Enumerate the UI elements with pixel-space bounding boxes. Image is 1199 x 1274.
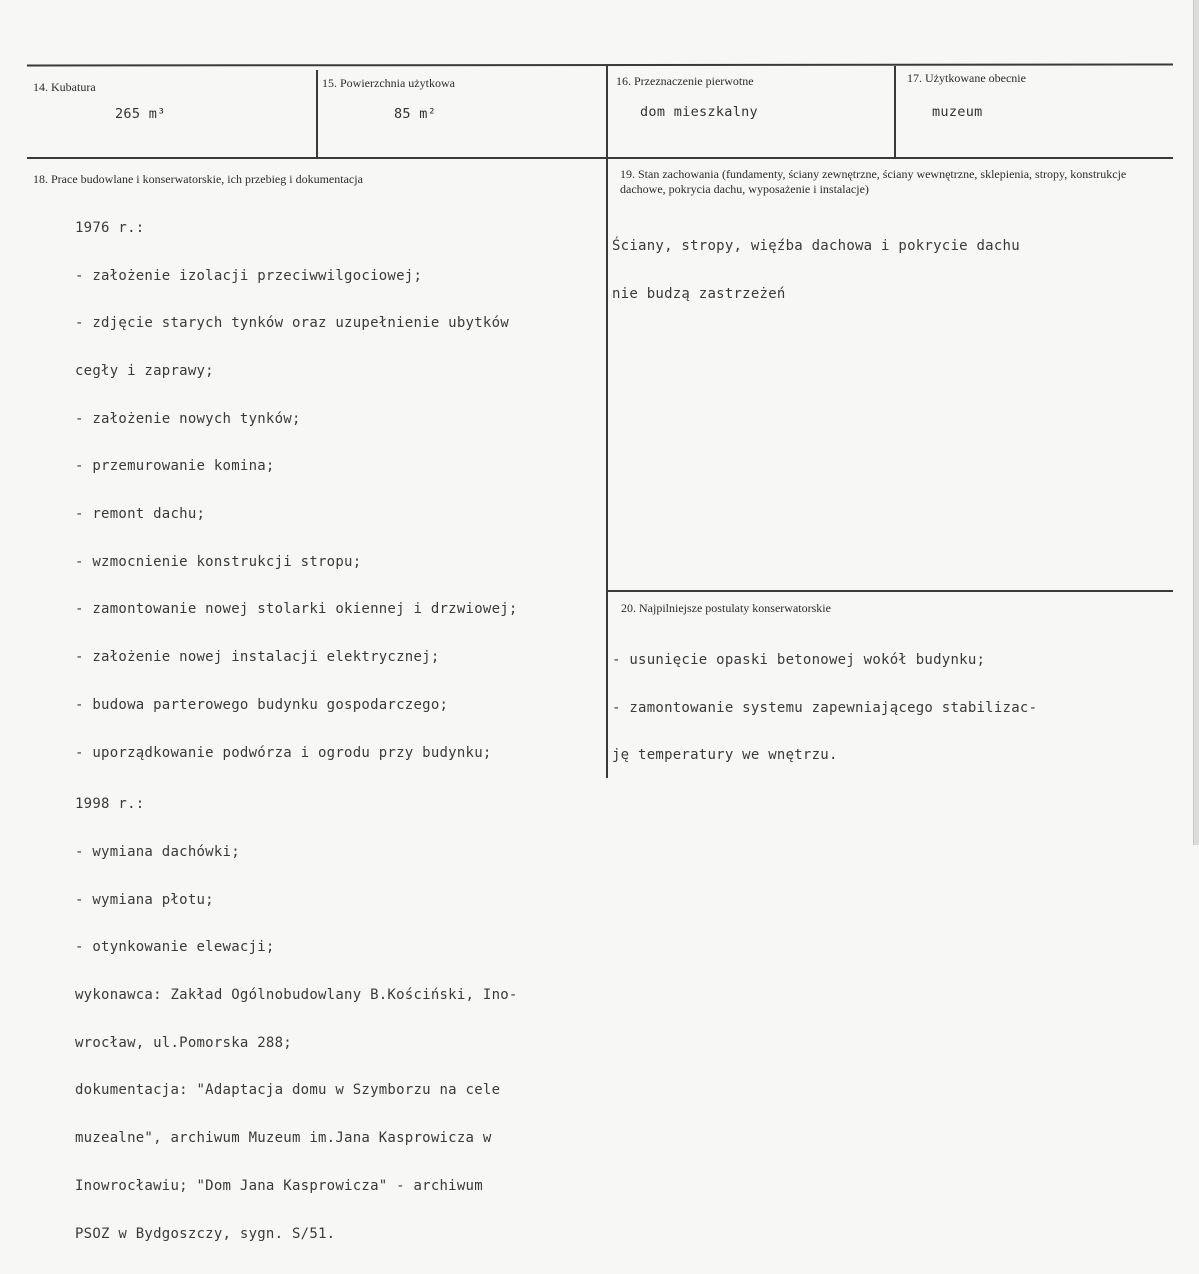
field-18-line: - zdjęcie starych tynków oraz uzupełnienie ubytków xyxy=(75,315,509,332)
field-20-label: 20. Najpilniejsze postulaty konserwatorskie xyxy=(621,601,831,615)
field-18-line: wykonawca: Zakład Ogólnobudowlany B.Kościński, Ino- xyxy=(75,987,518,1004)
field-14-label: 14. Kubatura xyxy=(33,80,96,94)
field-18-line: - wzmocnienie konstrukcji stropu; xyxy=(75,553,362,570)
field-18-line: - otynkowanie elewacji; xyxy=(75,939,275,956)
field-18-line: wrocław, ul.Pomorska 288; xyxy=(75,1034,292,1051)
field-18-line: Inowrocławiu; "Dom Jana Kasprowicza" - archiwum xyxy=(75,1177,483,1194)
field-18-line: - uporządkowanie podwórza i ogrodu przy budynku; xyxy=(75,744,492,761)
field-20-text xyxy=(612,621,1037,796)
field-18-line: - wymiana płotu; xyxy=(75,891,214,908)
divider-16-17 xyxy=(894,66,896,158)
field-18-line: - budowa parterowego budynku gospodarczego; xyxy=(75,696,449,713)
scan-edge xyxy=(1193,0,1199,845)
field-17-value: muzeum xyxy=(932,104,983,120)
main-vertical-divider xyxy=(606,66,608,778)
field-18-line: - założenie izolacji przeciwwilgociowej; xyxy=(75,267,423,284)
field-20-top-line xyxy=(607,590,1173,592)
field-16-value: dom mieszkalny xyxy=(640,104,758,120)
field-18-line: dokumentacja: "Adaptacja domu w Szymborzu na cele xyxy=(75,1082,501,1099)
field-20-line: - usunięcie opaski betonowej wokół budynku; xyxy=(612,651,986,668)
field-18-line: PSOZ w Bydgoszczy, sygn. S/51. xyxy=(75,1225,336,1242)
field-18-line: 1998 r.: xyxy=(75,796,145,813)
field-19-label: 19. Stan zachowania (fundamenty, ściany zewnętrzne, ściany wewnętrzne, sklepienia, stropy, konstrukcje dachowe, pokrycia dachu, wyposażenie i instalacje) xyxy=(620,167,1127,196)
divider-14-15 xyxy=(316,70,318,158)
field-18-line: - założenie nowej instalacji elektrycznej; xyxy=(75,649,440,666)
field-18-line: - remont dachu; xyxy=(75,506,206,523)
field-16-label: 16. Przeznaczenie pierwotne xyxy=(616,74,754,88)
field-19-text xyxy=(612,207,1020,334)
field-19-line: nie budzą zastrzeżeń xyxy=(612,285,786,302)
field-18-line: muzealne", archiwum Muzeum im.Jana Kasprowicza w xyxy=(75,1130,492,1147)
field-14-value: 265 m³ xyxy=(115,106,166,122)
field-18-text xyxy=(75,189,518,1274)
field-18-line: - wymiana dachówki; xyxy=(75,843,240,860)
field-15-value: 85 m² xyxy=(394,106,437,122)
field-18-label: 18. Prace budowlane i konserwatorskie, ich przebieg i dokumentacja xyxy=(33,172,363,186)
field-20-line: - zamontowanie systemu zapewniającego stabilizac- xyxy=(612,699,1038,716)
middle-border-line xyxy=(27,157,1173,159)
field-18-line: - założenie nowych tynków; xyxy=(75,410,301,427)
field-19-line: Ściany, stropy, więźba dachowa i pokrycie dachu xyxy=(612,237,1020,254)
top-border-line xyxy=(27,63,1173,66)
field-20-line: ję temperatury we wnętrzu. xyxy=(612,747,838,764)
field-18-line: cegły i zaprawy; xyxy=(75,362,214,379)
field-15-label: 15. Powierzchnia użytkowa xyxy=(322,76,455,90)
field-18-line: - zamontowanie nowej stolarki okiennej i drzwiowej; xyxy=(75,601,518,618)
field-18-line: - przemurowanie komina; xyxy=(75,458,275,475)
field-17-label: 17. Użytkowane obecnie xyxy=(907,71,1026,85)
field-18-line: 1976 r.: xyxy=(75,219,145,236)
